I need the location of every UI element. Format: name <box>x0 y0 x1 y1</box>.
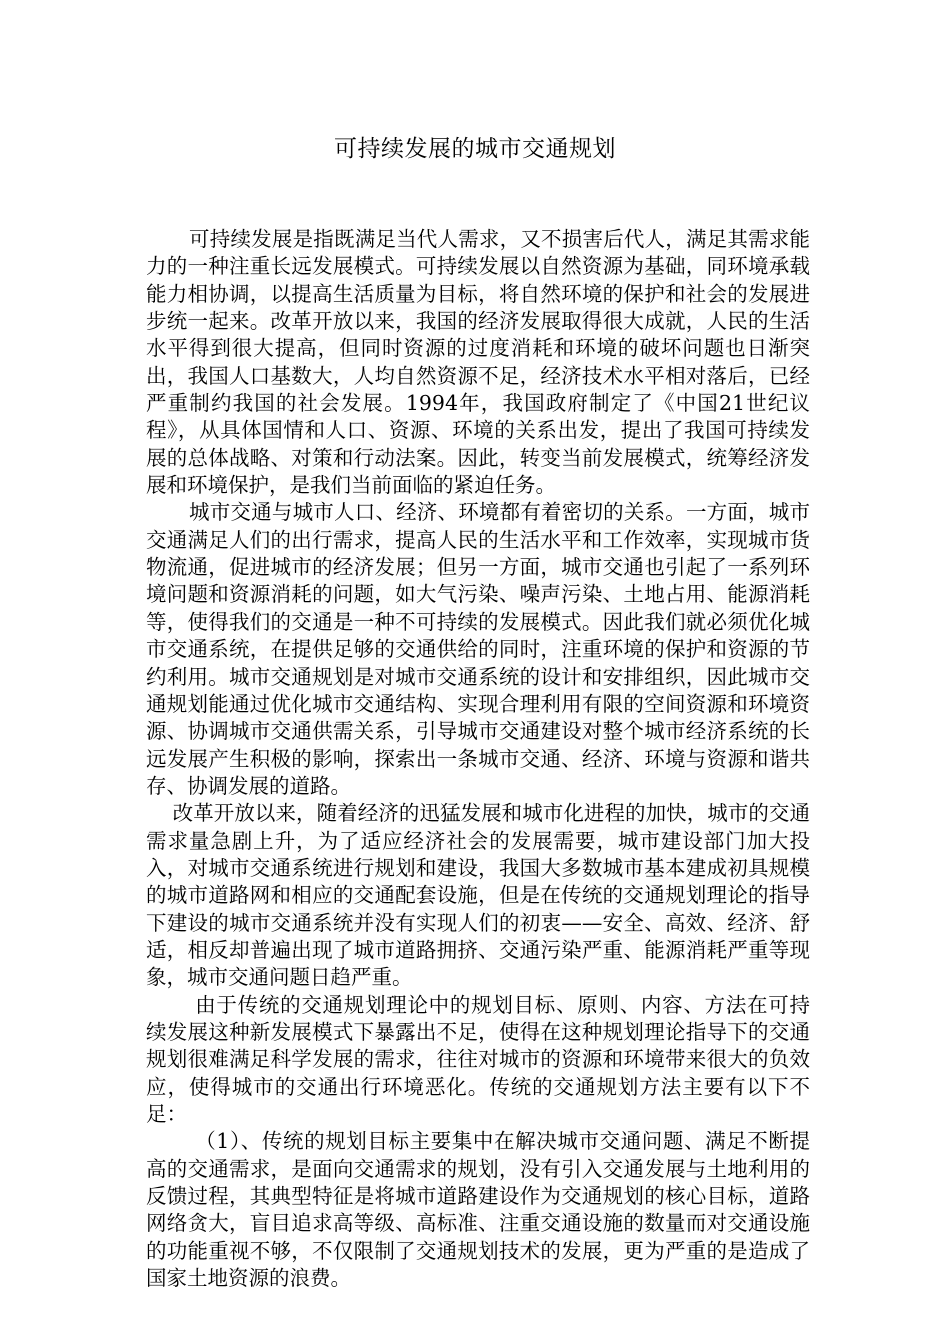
paragraph-shortcoming-1: （1）、传统的规划目标主要集中在解决城市交通问题、满足不断提高的交通需求，是面向交通需求的规划，没有引入交通发展与土地利用的反馈过程，其典型特征是将城市道路建设作为交通规划的核心目标，道路网络贪大，盲目追求高等级、高标准、注重交通设施的数量而对交通设施的功能重视不够，不仅限制了交通规划技术的发展，更为严重的是造成了国家土地资源的浪费。 <box>146 1129 810 1291</box>
paragraph-reform-opening: 改革开放以来，随着经济的迅猛发展和城市化进程的加快，城市的交通需求量急剧上升，为了适应经济社会的发展需要，城市建设部门加大投入，对城市交通系统进行规划和建设，我国大多数城市基本建成初具规模的城市道路网和相应的交通配套设施，但是在传统的交通规划理论的指导下建设的城市交通系统并没有实现人们的初衷——安全、高效、经济、舒适，相反却普遍出现了城市道路拥挤、交通污染严重、能源消耗严重等现象，城市交通问题日趋严重。 <box>146 801 810 990</box>
paragraph-urban-traffic-relations: 城市交通与城市人口、经济、环境都有着密切的关系。一方面，城市交通满足人们的出行需求，提高人民的生活水平和工作效率，实现城市货物流通，促进城市的经济发展；但另一方面，城市交通也引起了一系列环境问题和资源消耗的问题，如大气污染、噪声污染、土地占用、能源消耗等，使得我们的交通是一种不可持续的发展模式。因此我们就必须优化城市交通系统，在提供足够的交通供给的同时，注重环境的保护和资源的节约利用。城市交通规划是对城市交通系统的设计和安排组织，因此城市交通规划能通过优化城市交通结构、实现合理利用有限的空间资源和环境资源、协调城市交通供需关系，引导城市交通建设对整个城市经济系统的长远发展产生积极的影响，探索出一条城市交通、经济、环境与资源和谐共存、协调发展的道路。 <box>146 500 810 798</box>
paragraph-traditional-planning: 由于传统的交通规划理论中的规划目标、原则、内容、方法在可持续发展这种新发展模式下暴露出不足，使得在这种规划理论指导下的交通规划很难满足科学发展的需求，往往对城市的资源和环境带来很大的负效应，使得城市的交通出行环境恶化。传统的交通规划方法主要有以下不足： <box>146 992 810 1126</box>
document-title: 可持续发展的城市交通规划 <box>334 136 616 162</box>
paragraph-sustainable-development: 可持续发展是指既满足当代人需求，又不损害后代人，满足其需求能力的一种注重长远发展模式。可持续发展以自然资源为基础，同环境承载能力相协调，以提高生活质量为目标，将自然环境的保护和社会的发展进步统一起来。改革开放以来，我国的经济发展取得很大成就，人民的生活水平得到很大提高，但同时资源的过度消耗和环境的破坏问题也日渐突出，我国人口基数大，人均自然资源不足，经济技术水平相对落后，已经严重制约我国的社会发展。1994年，我国政府制定了《中国21世纪议程》，从具体国情和人口、资源、环境的关系出发，提出了我国可持续发展的总体战略、对策和行动法案。因此，转变当前发展模式，统筹经济发展和环境保护，是我们当前面临的紧迫任务。 <box>146 227 810 498</box>
document-body <box>146 226 810 1292</box>
